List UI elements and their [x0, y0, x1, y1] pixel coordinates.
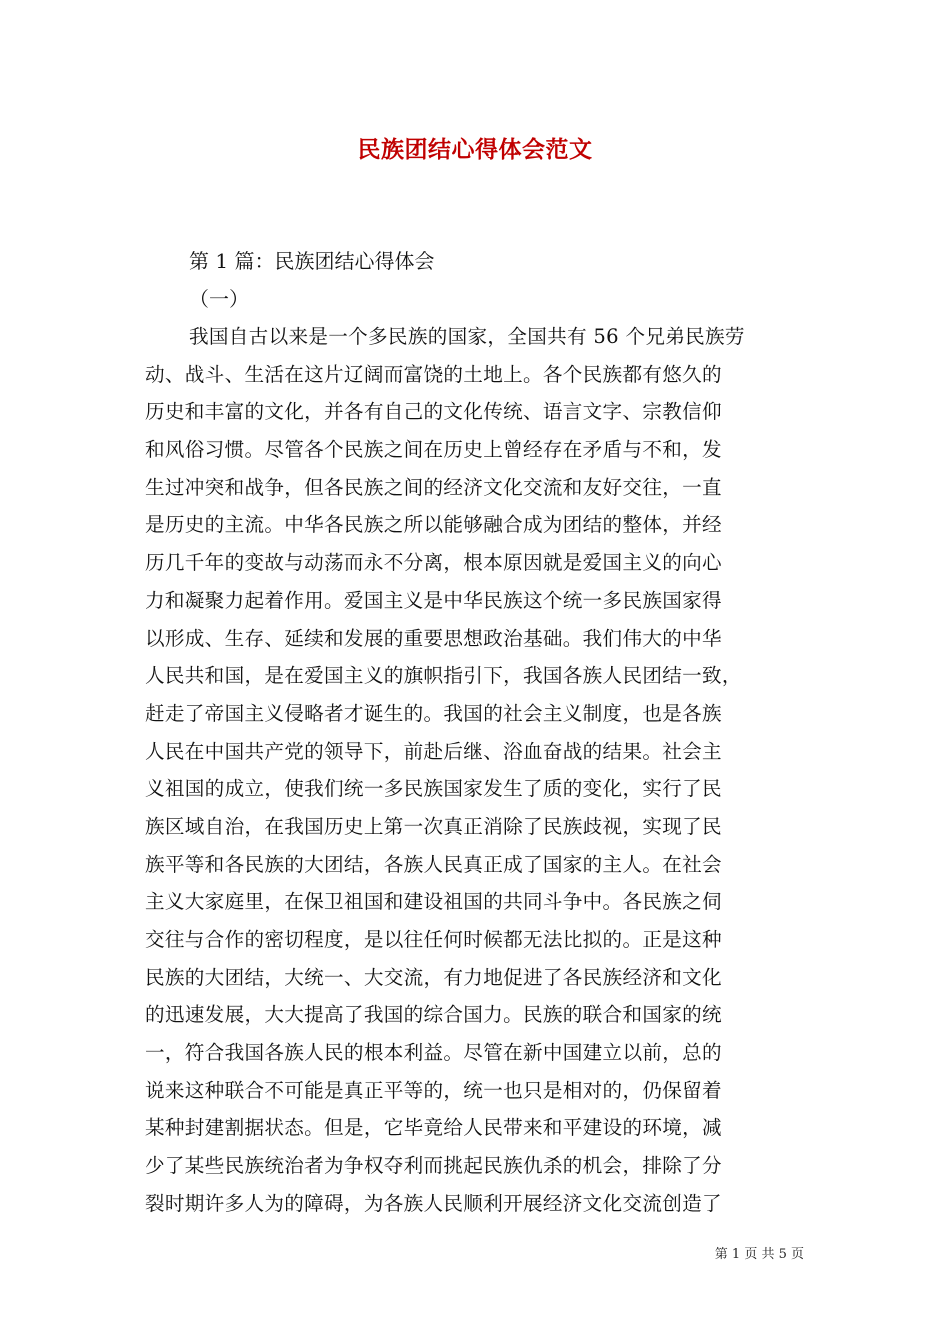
document-body [145, 242, 809, 1223]
body-line: 说来这种联合不可能是真正平等的，统一也只是相对的，仍保留着 [145, 1078, 722, 1102]
body-line: 族平等和各民族的大团结，各族人民真正成了国家的主人。在社会 [145, 852, 722, 876]
body-line: 和风俗习惯。尽管各个民族之间在历史上曾经存在矛盾与不和，发 [145, 438, 722, 462]
body-line: 我国自古以来是一个多民族的国家，全国共有 56 个兄弟民族劳 [189, 325, 745, 348]
body-line: 赶走了帝国主义侵略者才诞生的。我国的社会主义制度，也是各族 [145, 701, 722, 725]
body-line: 历几千年的变故与动荡而永不分离，根本原因就是爱国主义的向心 [145, 551, 722, 575]
body-line: 一，符合我国各族人民的根本利益。尽管在新中国建立以前，总的 [145, 1041, 722, 1065]
sub-heading: （一） [189, 287, 249, 311]
page-title: 民族团结心得体会范文 [357, 136, 593, 163]
body-line: 人民共和国，是在爱国主义的旗帜指引下，我国各族人民团结一致， [145, 664, 742, 688]
body-line: 以形成、生存、延续和发展的重要思想政治基础。我们伟大的中华 [145, 626, 722, 650]
page-number: 第 1 页 共 5 页 [714, 1247, 804, 1262]
body-line: 裂时期许多人为的障碍，为各族人民顺利开展经济文化交流创造了 [145, 1191, 722, 1215]
body-line: 主义大家庭里，在保卫祖国和建设祖国的共同斗争中。各民族之伺 [145, 890, 722, 914]
body-line: 生过冲突和战争，但各民族之间的经济文化交流和友好交往，一直 [145, 475, 722, 499]
section-heading: 第 1 篇：民族团结心得体会 [189, 249, 435, 273]
body-line: 的迅速发展，大大提高了我国的综合国力。民族的联合和国家的统 [145, 1003, 722, 1027]
body-line: 民族的大团结，大统一、大交流，有力地促进了各民族经济和文化 [145, 965, 722, 989]
body-line: 族区域自治，在我国历史上第一次真正消除了民族歧视，实现了民 [145, 814, 722, 838]
body-line: 交往与合作的密切程度，是以往任何时候都无法比拟的。正是这种 [145, 928, 722, 951]
body-line: 义祖国的成立，使我们统一多民族国家发生了质的变化，实行了民 [145, 777, 722, 801]
body-line: 力和凝聚力起着作用。爱国主义是中华民族这个统一多民族国家得 [145, 588, 722, 612]
body-line: 少了某些民族统治者为争权夺利而挑起民族仇杀的机会，排除了分 [145, 1154, 722, 1178]
paragraph [145, 318, 809, 1223]
body-line: 是历史的主流。中华各民族之所以能够融合成为团结的整体，并经 [145, 513, 722, 537]
body-line: 人民在中国共产党的领导下，前赴后继、浴血奋战的结果。社会主 [145, 739, 722, 763]
body-line: 某种封建割据状态。但是，它毕竟给人民带来和平建设的环境，减 [145, 1116, 722, 1140]
body-line: 动、战斗、生活在这片辽阔而富饶的土地上。各个民族都有悠久的 [145, 362, 722, 386]
body-line: 历史和丰富的文化，并各有自己的文化传统、语言文字、宗教信仰 [145, 400, 722, 424]
